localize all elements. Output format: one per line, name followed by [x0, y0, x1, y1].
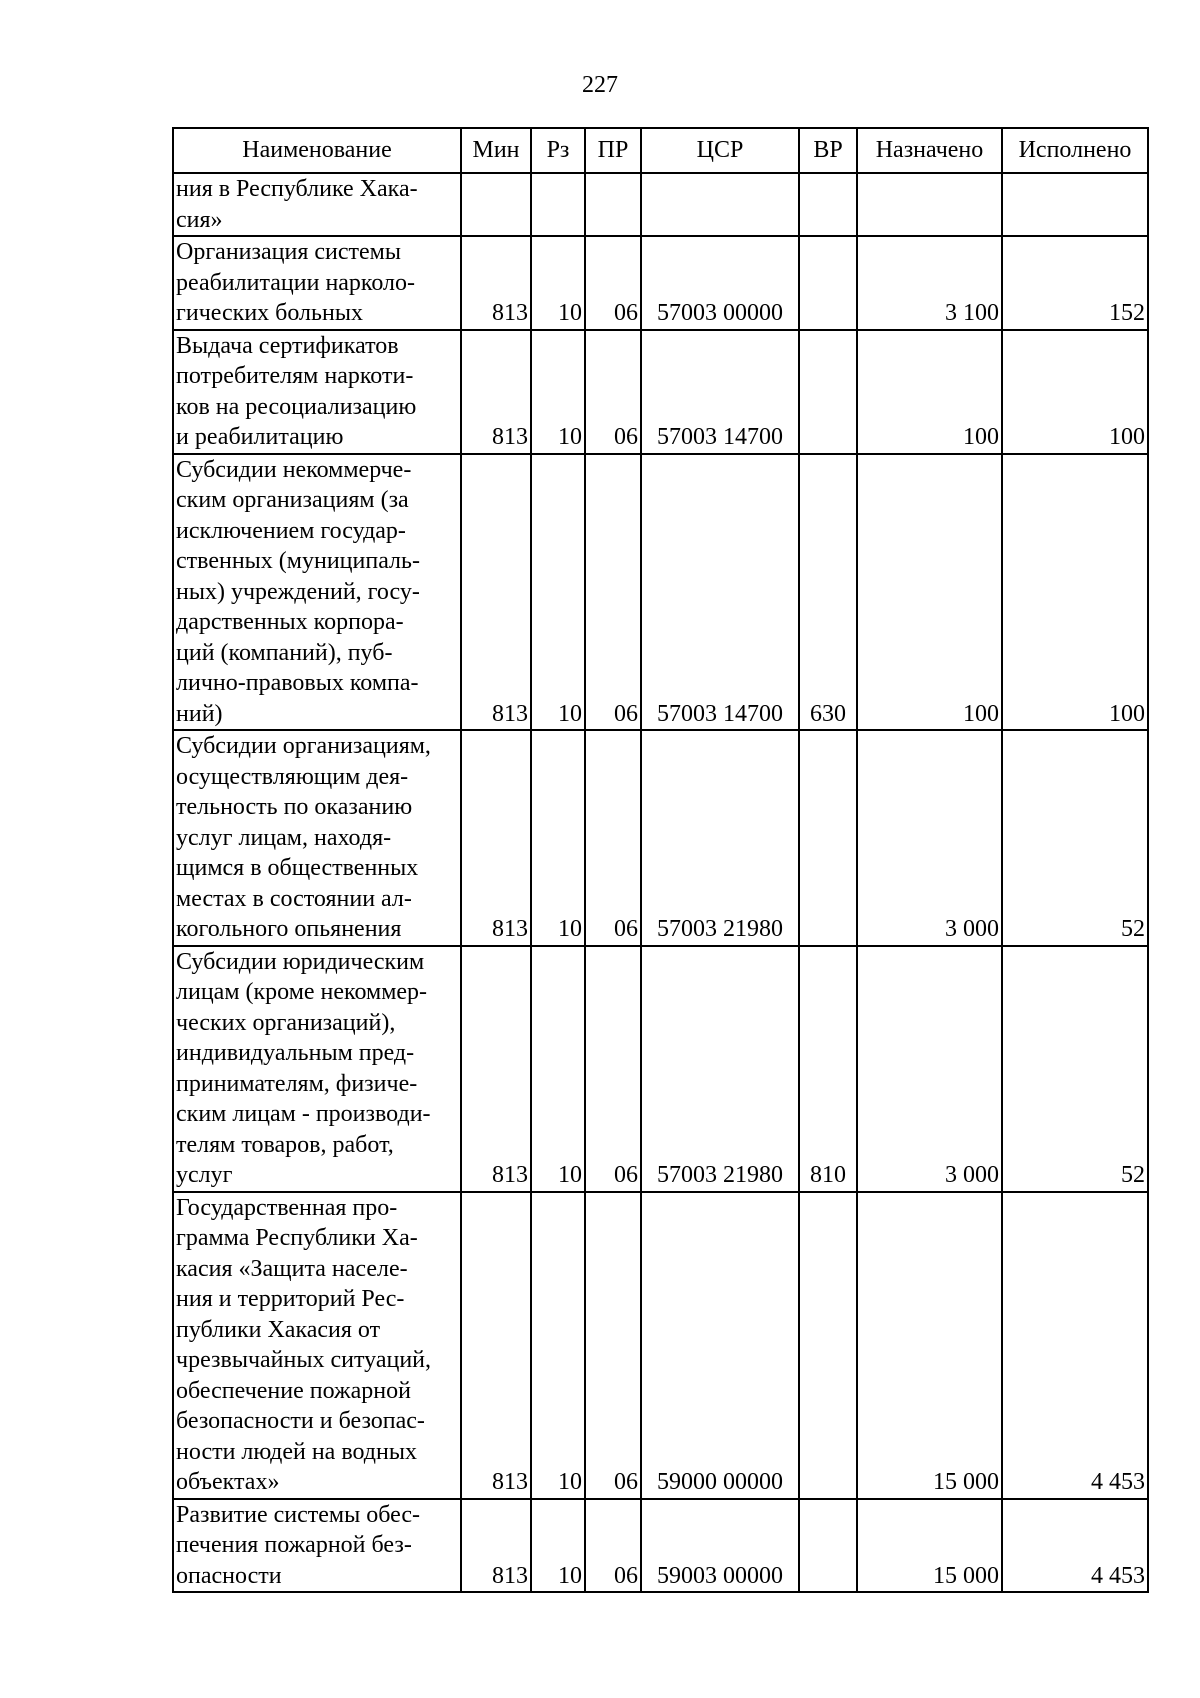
- cell-executed: 152: [1002, 236, 1148, 330]
- cell-name: [173, 454, 461, 731]
- cell-vr: [799, 236, 857, 330]
- header-rz: Рз: [531, 128, 585, 173]
- cell-vr: [799, 1192, 857, 1499]
- header-vr: ВР: [799, 128, 857, 173]
- cell-min: 813: [461, 330, 531, 454]
- cell-assigned: 15 000: [857, 1499, 1002, 1593]
- row-name-text: Выдача сертификатов потребителям наркоти- ков на ресоциализацию и реабилитацию: [176, 332, 417, 450]
- cell-executed: 100: [1002, 330, 1148, 454]
- table-row: [173, 173, 1148, 236]
- header-executed: Исполнено: [1002, 128, 1148, 173]
- cell-csr: [641, 173, 799, 236]
- cell-min: 813: [461, 454, 531, 731]
- cell-assigned: 3 000: [857, 946, 1002, 1192]
- table-row: [173, 330, 1148, 454]
- cell-name: [173, 730, 461, 946]
- table-row: [173, 1499, 1148, 1593]
- row-name-text: Субсидии организациям, осуществляющим дея- тельность по оказанию услуг лицам, находя- щимся в общественных местах в состоянии ал- когольного опьянения: [176, 733, 431, 942]
- cell-executed: 100: [1002, 454, 1148, 731]
- cell-name: [173, 1499, 461, 1593]
- cell-min: 813: [461, 236, 531, 330]
- cell-vr: [799, 730, 857, 946]
- cell-vr: [799, 173, 857, 236]
- cell-min: 813: [461, 1192, 531, 1499]
- row-name-text: ния в Республике Хака- сия»: [176, 176, 418, 233]
- cell-executed: [1002, 173, 1148, 236]
- cell-pr: 06: [585, 330, 641, 454]
- cell-assigned: 100: [857, 454, 1002, 731]
- table-row: [173, 236, 1148, 330]
- page-number: 227: [582, 72, 618, 98]
- cell-rz: [531, 173, 585, 236]
- cell-rz: 10: [531, 454, 585, 731]
- cell-pr: 06: [585, 454, 641, 731]
- cell-rz: 10: [531, 1499, 585, 1593]
- cell-min: [461, 173, 531, 236]
- table-row: [173, 730, 1148, 946]
- header-min: Мин: [461, 128, 531, 173]
- cell-csr: 57003 00000: [641, 236, 799, 330]
- cell-pr: 06: [585, 1499, 641, 1593]
- cell-vr: 630: [799, 454, 857, 731]
- cell-executed: 4 453: [1002, 1499, 1148, 1593]
- header-pr: ПР: [585, 128, 641, 173]
- cell-min: 813: [461, 1499, 531, 1593]
- cell-executed: 52: [1002, 730, 1148, 946]
- cell-name: [173, 236, 461, 330]
- cell-csr: 57003 21980: [641, 946, 799, 1192]
- cell-rz: 10: [531, 946, 585, 1192]
- cell-pr: [585, 173, 641, 236]
- header-csr: ЦСР: [641, 128, 799, 173]
- cell-pr: 06: [585, 236, 641, 330]
- cell-name: [173, 173, 461, 236]
- cell-csr: 59000 00000: [641, 1192, 799, 1499]
- table-row: [173, 1192, 1148, 1499]
- row-name-text: Развитие системы обес- печения пожарной без- опасности: [176, 1501, 421, 1589]
- cell-min: 813: [461, 946, 531, 1192]
- cell-name: [173, 946, 461, 1192]
- cell-min: 813: [461, 730, 531, 946]
- budget-table: [172, 127, 1149, 1593]
- cell-assigned: 3 000: [857, 730, 1002, 946]
- table-row: [173, 946, 1148, 1192]
- header-assigned: Назначено: [857, 128, 1002, 173]
- cell-executed: 4 453: [1002, 1192, 1148, 1499]
- cell-assigned: 15 000: [857, 1192, 1002, 1499]
- cell-rz: 10: [531, 236, 585, 330]
- cell-rz: 10: [531, 330, 585, 454]
- table-row: [173, 454, 1148, 731]
- row-name-text: Субсидии некоммерче- ским организациям (за исключением государ- ственных (муниципаль- ных) учреждений, госу- дарственных корпора- ций (компаний), пуб- лично-правовых компа- ний): [176, 456, 420, 727]
- cell-name: [173, 1192, 461, 1499]
- cell-vr: [799, 330, 857, 454]
- row-name-text: Субсидии юридическим лицам (кроме некоммер- ческих организаций), индивидуальным пред- принимателям, физиче- ским лицам - производи- телям товаров, работ, услуг: [176, 948, 431, 1188]
- header-name: Наименование: [173, 128, 461, 173]
- cell-rz: 10: [531, 1192, 585, 1499]
- cell-pr: 06: [585, 946, 641, 1192]
- cell-rz: 10: [531, 730, 585, 946]
- row-name-text: Организация системы реабилитации нарколо- гических больных: [176, 239, 416, 326]
- cell-pr: 06: [585, 1192, 641, 1499]
- cell-pr: 06: [585, 730, 641, 946]
- cell-csr: 57003 21980: [641, 730, 799, 946]
- cell-csr: 57003 14700: [641, 330, 799, 454]
- cell-assigned: 100: [857, 330, 1002, 454]
- cell-name: [173, 330, 461, 454]
- cell-vr: [799, 1499, 857, 1593]
- cell-assigned: [857, 173, 1002, 236]
- row-name-text: Государственная про- грамма Республики Ха- касия «Защита населе- ния и территорий Рес- публики Хакасия от чрезвычайных ситуаций, обеспечение пожарной безопасности и безопас- ности людей на водных объектах»: [176, 1194, 432, 1495]
- cell-csr: 59003 00000: [641, 1499, 799, 1593]
- cell-assigned: 3 100: [857, 236, 1002, 330]
- cell-executed: 52: [1002, 946, 1148, 1192]
- cell-vr: 810: [799, 946, 857, 1192]
- table-header-row: [173, 128, 1148, 173]
- cell-csr: 57003 14700: [641, 454, 799, 731]
